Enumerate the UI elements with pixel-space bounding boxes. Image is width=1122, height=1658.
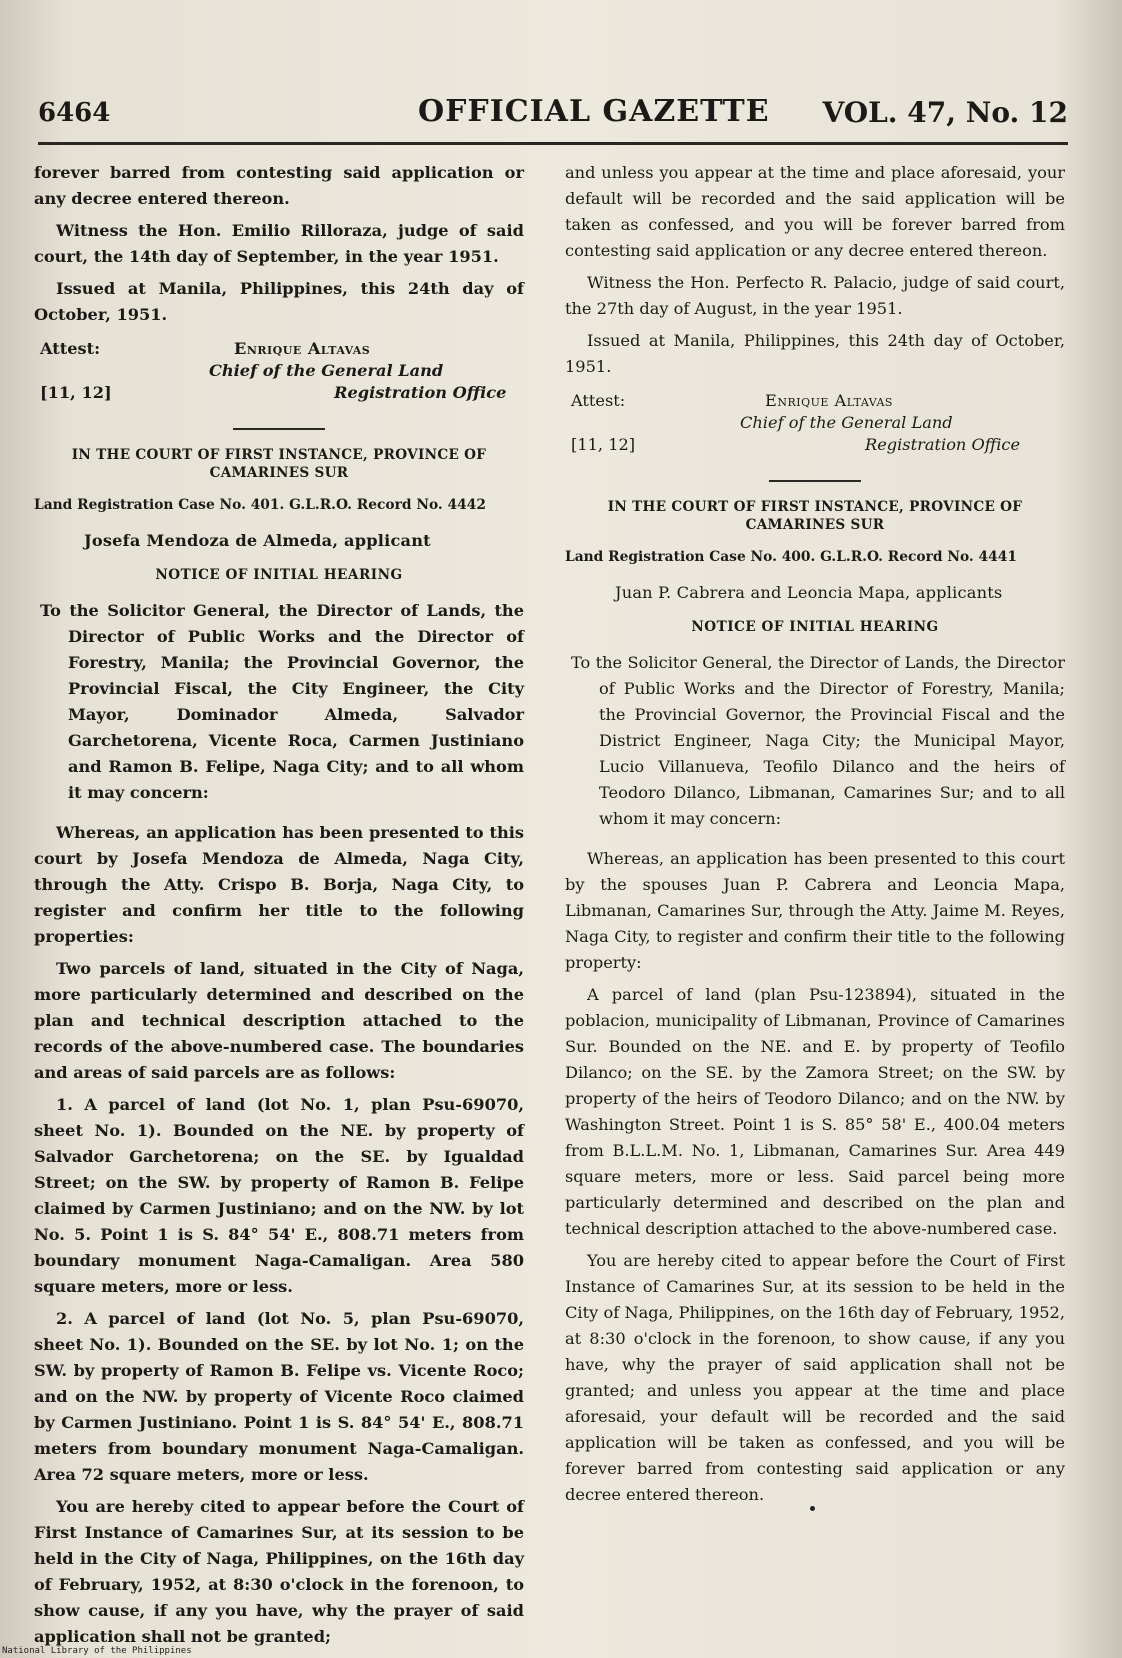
ink-mark [810, 1506, 815, 1511]
paragraph: Witness the Hon. Emilio Rilloraza, judge of said court, the 14th day of September, in the year 1951. [34, 221, 524, 266]
paragraph: You are hereby cited to appear before the Court of First Instance of Camarines Sur, at its session to be held in the City of Naga, Philippines, on the 16th day of February, 1952, at 8:30 o'clock in the forenoon, to show cause, if any you have, why the prayer of said application shall not be granted; and unless you appear at the time and place aforesaid, your default will be recorded and the said application will be taken as confessed, and you will be forever barred from contesting said application or any decree entered thereon. [565, 1251, 1065, 1504]
applicant-line: Josefa Mendoza de Almeda, applicant [84, 531, 431, 550]
attest-title: Registration Office [865, 435, 1021, 454]
attest-label: Attest: [571, 391, 626, 410]
divider [769, 480, 861, 482]
paragraph: Issued at Manila, Philippines, this 24th day of October, 1951. [565, 331, 1065, 376]
paragraph: and unless you appear at the time and place aforesaid, your default will be recorded and the said application will be taken as confessed, and you will be forever barred from contesting said application or any decree entered thereon. [565, 163, 1065, 260]
addressees: To the Solicitor General, the Director of Lands, the Director of Public Works and the Director of Forestry, Manila; the Provincial Governor, the Provincial Fiscal, the City Engineer, the City Mayor, Dominador Almeda, Salvador Garchetorena, Vicente Roca, Carmen Justiniano and Ramon B. Felipe, Naga City; and to all whom it may concern: [40, 601, 524, 802]
attest-title: Chief of the General Land [209, 361, 444, 380]
attest-label: Attest: [40, 339, 101, 358]
publication-title: OFFICIAL GAZETTE [418, 94, 770, 129]
paragraph: Whereas, an application has been presented to this court by the spouses Juan P. Cabrera and Leoncia Mapa, Libmanan, Camarines Sur, through the Atty. Jaime M. Reyes, Naga City, to register and confirm their title to the following property: [565, 849, 1065, 972]
attest-title: Registration Office [334, 383, 507, 402]
attest-name: Enrique Altavas [765, 391, 893, 410]
paragraph: Two parcels of land, situated in the City of Naga, more particularly determined and described on the plan and technical description attached to the records of the above-numbered case. The boundaries and areas of said parcels are as follows: [34, 959, 524, 1082]
attest-name: Enrique Altavas [234, 339, 371, 358]
addressees: To the Solicitor General, the Director of Lands, the Director of Public Works and the Director of Forestry, Manila; the Provincial Governor, the Provincial Fiscal and the District Engineer, Naga City; the Municipal Mayor, Lucio Villanueva, Teofilo Dilanco and the heirs of Teodoro Dilanco, Libmanan, Camarines Sur; and to all whom it may concern: [571, 653, 1065, 828]
paragraph: 1. A parcel of land (lot No. 1, plan Psu-69070, sheet No. 1). Bounded on the NE. by property of Salvador Garchetorena; on the SE. by Igualdad Street; on the SW. by property of Ramon B. Felipe claimed by Carmen Justiniano; and on the NW. by lot No. 5. Point 1 is S. 84° 54' E., 808.71 meters from boundary monument Naga-Camaligan. Area 580 square meters, more or less. [34, 1095, 524, 1296]
attest-reference: [11, 12] [571, 435, 636, 454]
paragraph: Issued at Manila, Philippines, this 24th day of October, 1951. [34, 279, 524, 324]
page-number: 6464 [38, 98, 111, 128]
left-column [34, 160, 524, 1656]
page-header [38, 92, 1068, 145]
paragraph: Witness the Hon. Perfecto R. Palacio, judge of said court, the 27th day of August, in the year 1951. [565, 273, 1065, 318]
case-number: Land Registration Case No. 401. G.L.R.O. Record No. 4442 [34, 497, 486, 513]
paragraph: You are hereby cited to appear before the Court of First Instance of Camarines Sur, at its session to be held in the City of Naga, Philippines, on the 16th day of February, 1952, at 8:30 o'clock in the forenoon, to show cause, if any you have, why the prayer of said application shall not be granted; [34, 1497, 524, 1646]
case-number: Land Registration Case No. 400. G.L.R.O. Record No. 4441 [565, 549, 1017, 565]
paragraph: A parcel of land (plan Psu-123894), situated in the poblacion, municipality of Libmanan, Province of Camarines Sur. Bounded on the NE. and E. by property of Teofilo Dilanco; on the SE. by the Zamora Street; on the SW. by property of the heirs of Teodoro Dilanco; and on the NW. by Washington Street. Point 1 is S. 85° 58' E., 400.04 meters from B.L.L.M. No. 1, Libmanan, Camarines Sur. Area 449 square meters, more or less. Said parcel being more particularly determined and described on the plan and technical description attached to the above-numbered case. [565, 985, 1065, 1238]
paragraph: 2. A parcel of land (lot No. 5, plan Psu-69070, sheet No. 1). Bounded on the SE. by lot No. 1; on the SW. by property of Ramon B. Felipe vs. Vicente Roco; and on the NW. by property of Vicente Roco claimed by Carmen Justiniano. Point 1 is S. 84° 54' E., 808.71 meters from boundary monument Naga-Camaligan. Area 72 square meters, more or less. [34, 1309, 524, 1484]
paragraph: Whereas, an application has been presented to this court by Josefa Mendoza de Almeda, Naga City, through the Atty. Crispo B. Borja, Naga City, to register and confirm her title to the following properties: [34, 823, 524, 946]
right-column [565, 160, 1065, 1514]
volume-number: VOL. 47, No. 12 [822, 96, 1068, 129]
notice-heading: NOTICE OF INITIAL HEARING [155, 567, 403, 583]
attest-title: Chief of the General Land [740, 413, 953, 432]
applicant-line: Juan P. Cabrera and Leoncia Mapa, applicants [615, 583, 1003, 602]
notice-heading: NOTICE OF INITIAL HEARING [691, 619, 939, 635]
attestation-block [565, 388, 1065, 466]
attest-reference: [11, 12] [40, 383, 112, 402]
scan-footer: National Library of the Philippines [2, 1646, 192, 1656]
court-heading: IN THE COURT OF FIRST INSTANCE, PROVINCE OF CAMARINES SUR [71, 447, 487, 481]
attestation-block [34, 336, 524, 414]
court-heading: IN THE COURT OF FIRST INSTANCE, PROVINCE OF CAMARINES SUR [607, 499, 1023, 533]
paragraph: forever barred from contesting said application or any decree entered thereon. [34, 163, 524, 208]
divider [233, 428, 325, 430]
